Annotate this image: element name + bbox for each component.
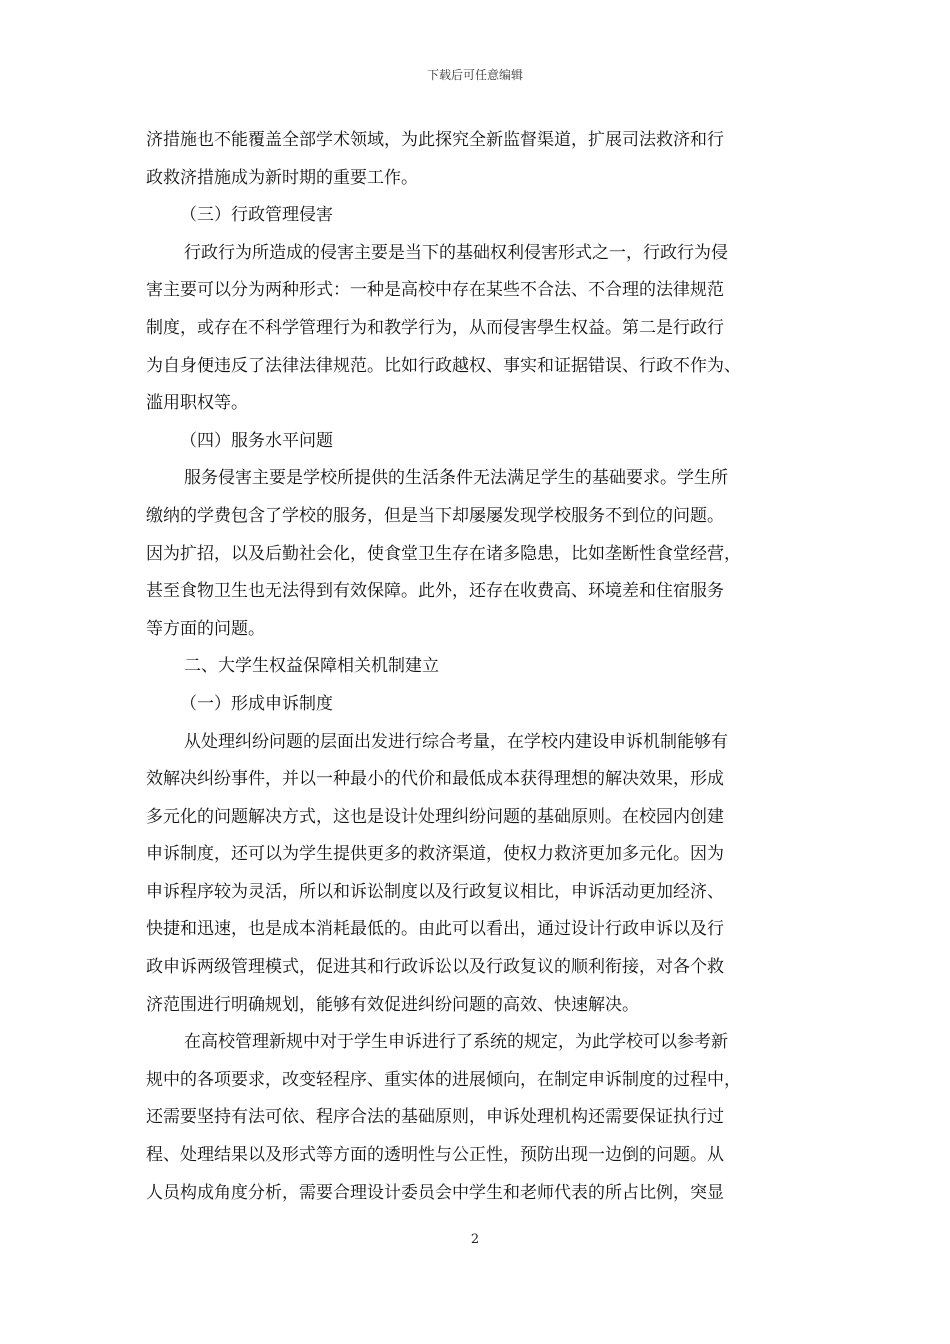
- text-line: 等方面的问题。: [146, 618, 265, 639]
- text-line: 缴纳的学费包含了学校的服务，但是当下却屡屡发现学校服务不到位的问题。: [146, 505, 724, 526]
- chapter-heading: 二、大学生权益保障相关机制建立: [184, 656, 439, 677]
- text-line: 行政行为所造成的侵害主要是当下的基础权利侵害形式之一，行政行为侵: [184, 242, 728, 263]
- text-line: 效解决纠纷事件，并以一种最小的代价和最低成本获得理想的解决效果，形成: [146, 769, 724, 790]
- text-line: 政救济措施成为新时期的重要工作。: [146, 167, 418, 188]
- text-line: 政申诉两级管理模式，促进其和行政诉讼以及行政复议的顺利衔接，对各个救: [146, 957, 724, 978]
- text-line: 甚至食物卫生也无法得到有效保障。此外，还存在收费高、环境差和住宿服务: [146, 581, 724, 602]
- text-line: 服务侵害主要是学校所提供的生活条件无法满足学生的基础要求。学生所: [184, 468, 728, 489]
- text-line: 快捷和迅速，也是成本消耗最低的。由此可以看出，通过设计行政申诉以及行: [146, 919, 724, 940]
- text-line: 还需要坚持有法可依、程序合法的基础原则，申诉处理机构还需要保证执行过: [146, 1107, 724, 1128]
- text-line: 程、处理结果以及形式等方面的透明性与公正性，预防出现一边倒的问题。从: [146, 1145, 724, 1166]
- text-line: 滥用职权等。: [146, 393, 248, 414]
- text-line: 人员构成角度分析，需要合理设计委员会中学生和老师代表的所占比例，突显: [146, 1182, 724, 1203]
- text-line: 为自身便违反了法律法律规范。比如行政越权、事实和证据错误、行政不作为、: [146, 355, 741, 376]
- text-line: 在高校管理新规中对于学生申诉进行了系统的规定，为此学校可以参考新: [184, 1032, 728, 1053]
- section-heading: （四）服务水平问题: [180, 430, 333, 451]
- text-line: 从处理纠纷问题的层面出发进行综合考量，在学校内建设申诉机制能够有: [184, 731, 728, 752]
- text-line: 规中的各项要求，改变轻程序、重实体的进展倾向，在制定申诉制度的过程中，: [146, 1069, 741, 1090]
- text-line: 因为扩招，以及后勤社会化，使食堂卫生存在诸多隐患，比如垄断性食堂经营，: [146, 543, 741, 564]
- document-body: [146, 122, 814, 1212]
- text-line: 济措施也不能覆盖全部学术领域，为此探究全新监督渠道，扩展司法救济和行: [146, 130, 724, 150]
- page-header: 下载后可任意编辑: [426, 68, 523, 82]
- text-line: 制度，或存在不科学管理行为和教学行为，从而侵害學生权益。第二是行政行: [146, 317, 724, 338]
- text-line: 申诉程序较为灵活，所以和诉讼制度以及行政复议相比，申诉活动更加经济、: [146, 881, 724, 902]
- text-line: 害主要可以分为两种形式：一种是高校中存在某些不合法、不合理的法律规范: [146, 280, 724, 301]
- section-heading: （一）形成申诉制度: [180, 693, 333, 714]
- text-line: 济范围进行明确规划，能够有效促进纠纷问题的高效、快速解决。: [146, 994, 639, 1015]
- section-heading: （三）行政管理侵害: [180, 205, 333, 226]
- page-number: 2: [470, 1232, 480, 1247]
- text-line: 多元化的问题解决方式，这也是设计处理纠纷问题的基础原则。在校园内创建: [146, 806, 724, 827]
- text-line: 申诉制度，还可以为学生提供更多的救济渠道，使权力救济更加多元化。因为: [146, 844, 724, 865]
